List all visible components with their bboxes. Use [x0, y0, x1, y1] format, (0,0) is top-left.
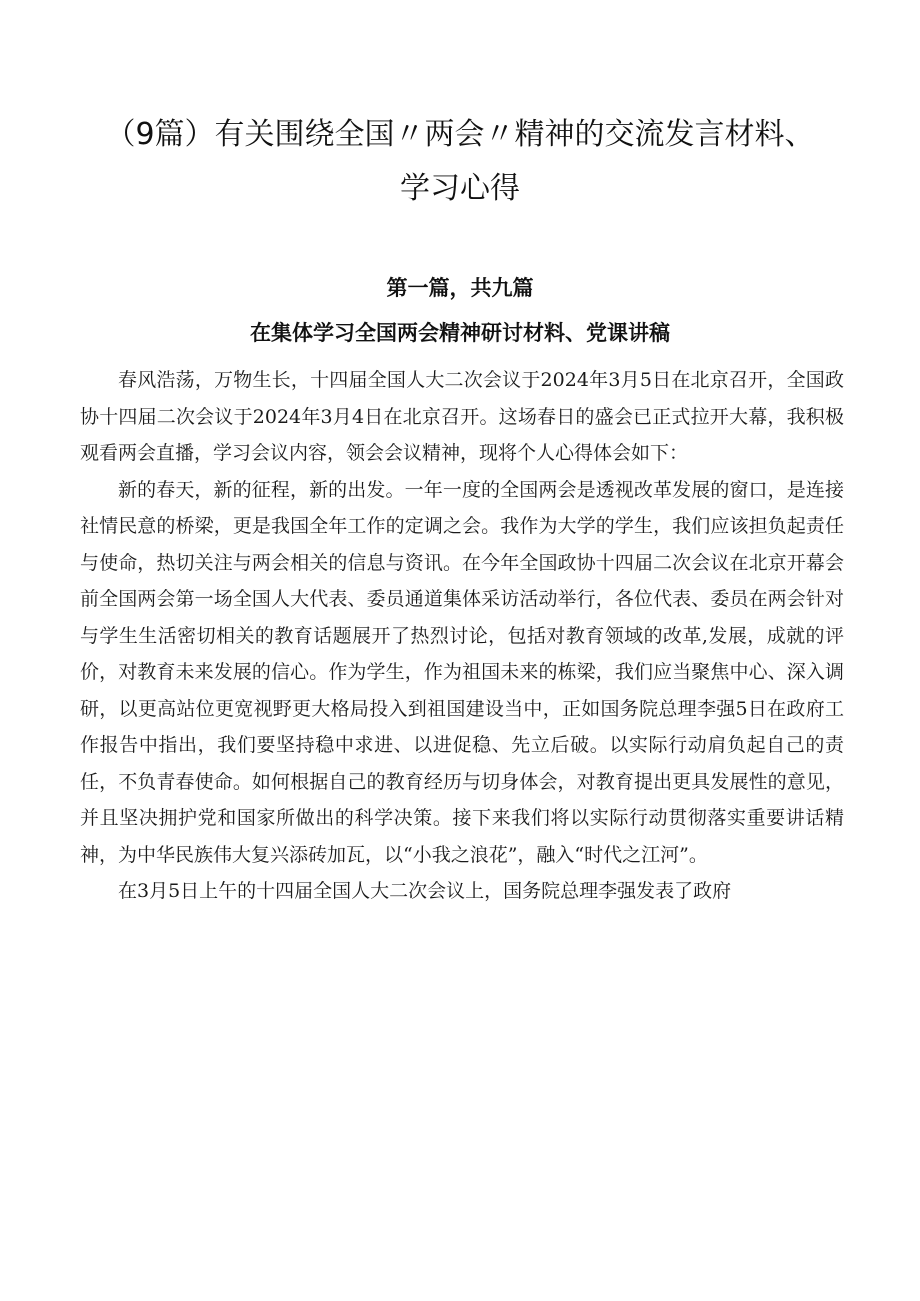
section-number-heading: 第一篇，共九篇 [386, 276, 534, 300]
document-title-line-2: 学习心得 [400, 171, 520, 206]
document-title [80, 108, 840, 216]
body-paragraph-1: 春风浩荡，万物生长，十四届全国人大二次会议于2024年3月5日在北京召开，全国政协十四届二次会议于2024年3月4日在北京召开。这场春日的盛会已正式拉开大幕，我积极观看两会直播，学习会议内容，领会会议精神，现将个人心得体会如下： [80, 369, 844, 464]
section-title-heading: 在集体学习全国两会精神研讨材料、党课讲稿 [250, 321, 670, 345]
document-title-line-1: （9篇）有关围绕全国〃两会〃精神的交流发言材料、 [105, 117, 815, 152]
document-body [80, 362, 844, 910]
body-paragraph-3: 在3月5日上午的十四届全国人大二次会议上，国务院总理李强发表了政府 [118, 880, 732, 902]
body-paragraph-2: 新的春天，新的征程，新的出发。一年一度的全国两会是透视改革发展的窗口，是连接社情民意的桥梁，更是我国全年工作的定调之会。我作为大学的学生，我们应该担负起责任与使命，热切关注与两会相关的信息与资讯。在今年全国政协十四届二次会议在北京开幕会前全国两会第一场全国人大代表、委员通道集体采访活动举行，各位代表、委员在两会针对与学生生活密切相关的教育话题展开了热烈讨论，包括对教育领域的改革,发展，成就的评价，对教育未来发展的信心。作为学生，作为祖国未来的栋梁，我们应当聚焦中心、深入调研，以更高站位更宽视野更大格局投入到祖国建设当中，正如国务院总理李强5日在政府工作报告中指出，我们要坚持稳中求进、以进促稳、先立后破。以实际行动肩负起自己的责任，不负青春使命。如何根据自己的教育经历与切身体会，对教育提出更具发展性的意见，并且坚决拥护党和国家所做出的科学决策。接下来我们将以实际行动贯彻落实重要讲话精神，为中华民族伟大复兴添砖加瓦，以“小我之浪花”，融入“时代之江河”。 [80, 478, 844, 866]
